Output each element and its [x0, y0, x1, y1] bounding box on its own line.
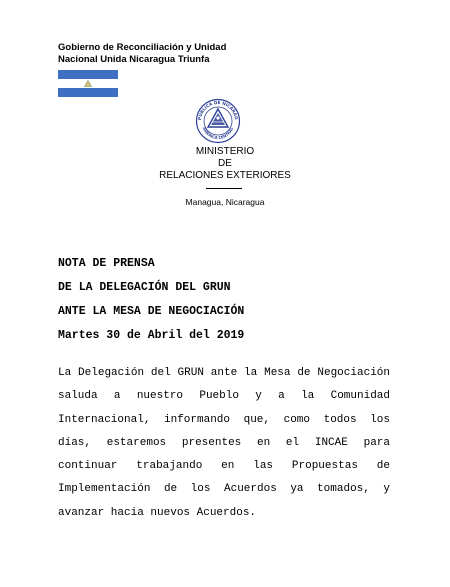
press-release-heading	[58, 252, 244, 348]
government-header-line-1: Gobierno de Reconciliación y Unidad	[58, 42, 227, 53]
coat-of-arms-seal-icon	[195, 98, 241, 144]
press-heading-line-2: DE LA DELEGACIÓN DEL GRUN	[58, 281, 231, 294]
divider-line	[206, 188, 242, 189]
nicaragua-flag-icon	[58, 70, 118, 97]
city-location: Managua, Nicaragua	[185, 197, 265, 207]
ministry-line-2: DE	[218, 158, 232, 169]
svg-text:AMERICA CENTRAL: AMERICA CENTRAL	[201, 126, 235, 141]
press-date: Martes 30 de Abril del 2019	[58, 329, 245, 342]
ministry-line-3: RELACIONES EXTERIORES	[159, 170, 291, 181]
government-header-line-2: Nacional Unida Nicaragua Triunfa	[58, 54, 210, 65]
press-release-body: La Delegación del GRUN ante la Mesa de Negociación saluda a nuestro Pueblo y a la Comunidad Internacional, informando que, como todos los días, estaremos presentes en el INCAE para continuar trabajando en las Propuestas de Implementación de los Acuerdos ya tomados, y avanzar hacia nuevos Acuerdos.	[58, 367, 390, 519]
ministry-name	[130, 146, 320, 182]
press-heading-line-1: NOTA DE PRENSA	[58, 257, 155, 270]
svg-text:REPUBLICA DE NICARAGUA: PUBLICA DE NICARAG	[196, 99, 239, 121]
press-heading-line-3: ANTE LA MESA DE NEGOCIACIÓN	[58, 305, 245, 318]
ministry-line-1: MINISTERIO	[195, 146, 255, 157]
government-header	[58, 42, 226, 66]
